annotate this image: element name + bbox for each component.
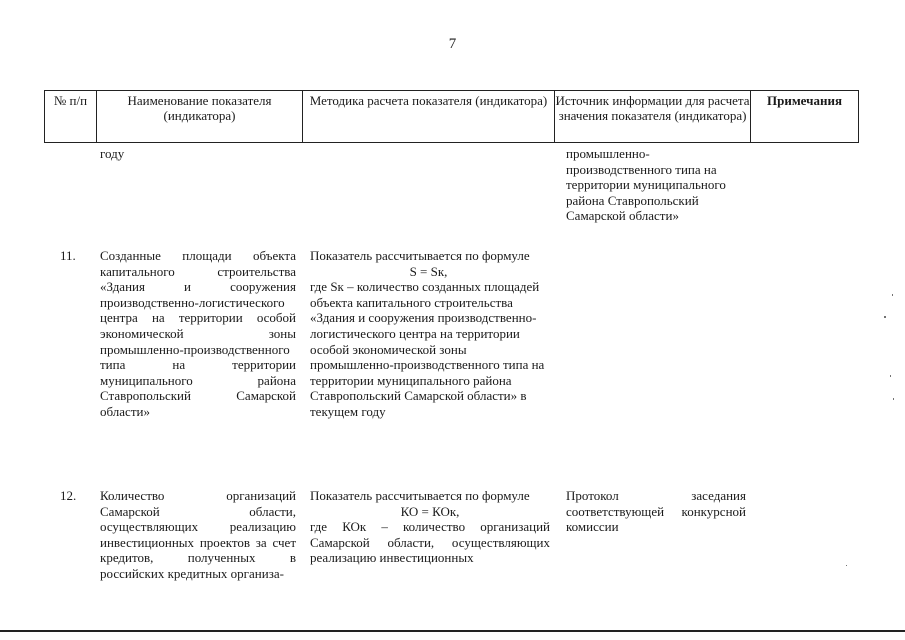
row-11-method-body: где Sк – количество созданных площадей объекта капитального строительства «Здания и сооружения производственно-логистического центра на территории особой экономической зоны промышленно-производственного типа на территории муниципального района Ставропольский Самарской области» в текущем году xyxy=(310,279,545,419)
row-11-name-cell: Созданные площади объекта капитального строительства «Здания и сооружения производственно-логистического центра на территории особой экономической зоны промышленно-производственного типа на территории муниципального района Ставропольский Самарской области» xyxy=(100,248,296,419)
page-number: 7 xyxy=(448,36,457,52)
continuation-source-cell: промышленно-производственного типа на территории муниципального района Ставропольский Самарской области» xyxy=(566,146,726,224)
header-method: Методика расчета показателя (индикатора) xyxy=(303,91,555,142)
row-12-number: 12. xyxy=(60,488,77,503)
page-bottom-border xyxy=(0,630,905,632)
row-12-formula: КО = КОк, xyxy=(400,503,460,519)
row-11-method-intro: Показатель рассчитывается по формуле xyxy=(310,248,530,263)
header-number: № п/п xyxy=(45,91,97,142)
scan-speck xyxy=(884,316,886,318)
header-notes: Примечания xyxy=(767,93,842,108)
scan-speck xyxy=(890,375,891,377)
row-11-number: 11. xyxy=(60,248,76,263)
row-12-method-body: где КОк – количество организаций Самарской области, осуществляющих реализацию инвестиционных xyxy=(310,519,550,566)
continuation-name-cell: году xyxy=(100,146,125,161)
row-12-method-cell xyxy=(310,488,550,566)
header-source: Источник информации для расчета значения показателя (индикатора) xyxy=(555,91,751,142)
row-11-formula: S = Sк, xyxy=(409,263,448,279)
row-11-method-cell xyxy=(310,248,547,420)
scan-speck xyxy=(846,565,847,566)
row-12-source-cell: Протокол заседания соответствующей конкурсной комиссии xyxy=(566,488,746,535)
table-header xyxy=(44,90,859,143)
scan-speck xyxy=(892,294,893,296)
row-12-method-intro: Показатель рассчитывается по формуле xyxy=(310,488,530,503)
row-12-name-cell: Количество организаций Самарской области, осуществляющих реализацию инвестиционных проектов за счет кредитов, полученных в российских кредитных организа- xyxy=(100,488,296,581)
scan-speck xyxy=(893,398,894,400)
header-indicator-name: Наименование показателя (индикатора) xyxy=(97,91,303,142)
